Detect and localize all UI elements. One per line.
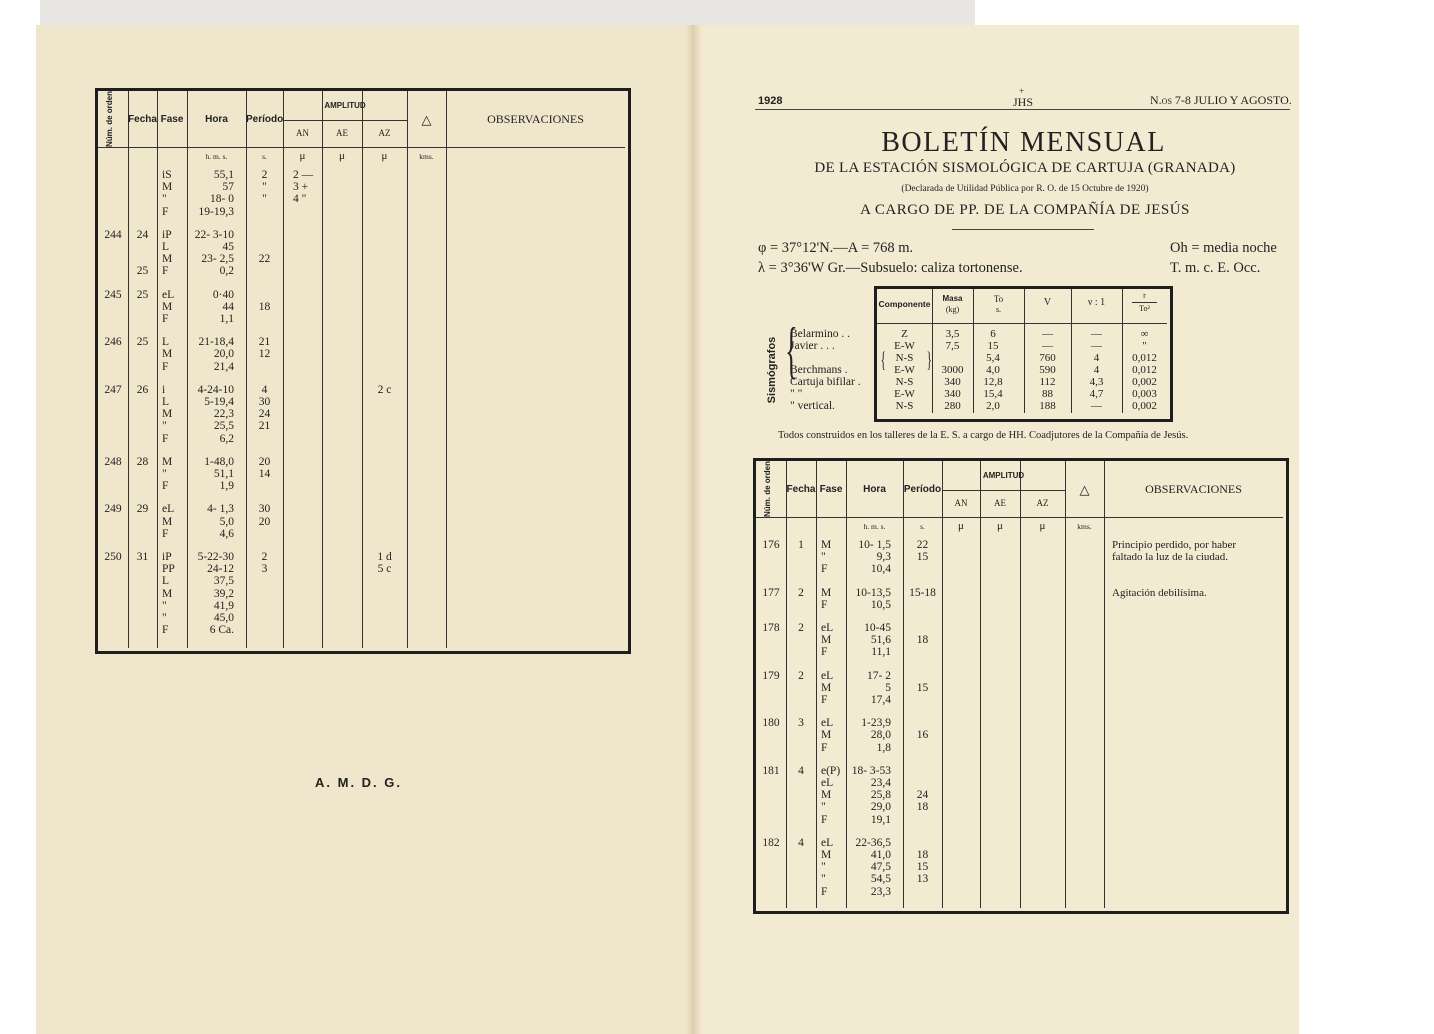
instrument-componente: N-S: [895, 376, 914, 388]
instrument-header-v: V: [1043, 297, 1052, 308]
amplitud-divider: [283, 120, 407, 121]
cell-fase: e(P) eL M " F: [821, 764, 841, 826]
unit-hms: h. m. s.: [863, 522, 886, 531]
cargo-line: A CARGO DE PP. DE LA COMPAÑÍA DE JESÚS: [860, 202, 1190, 218]
cell-fecha: 1: [798, 539, 804, 551]
instrument-r: 0,002: [1132, 400, 1157, 412]
cell-hora: 55,1 57 18- 0 19-19,3: [198, 169, 234, 218]
instrument-masa: 280: [944, 400, 961, 412]
column-header-observaciones: OBSERVACIONES: [1145, 482, 1242, 496]
amplitud-divider: [942, 490, 1065, 491]
instrument-componente: N-S: [895, 400, 914, 412]
instrument-to: 2,0: [986, 400, 1000, 412]
fraction-bar: [1132, 302, 1157, 303]
instrument-vr: 4: [1093, 352, 1100, 364]
instrument-to: 15,4: [983, 388, 1003, 400]
cell-periodo: 4 30 24 21: [258, 383, 271, 433]
column-divider: [1104, 461, 1105, 908]
title-rule: [952, 229, 1094, 230]
cell-fecha: 2: [798, 586, 804, 599]
unit-micron: μ: [299, 150, 306, 162]
header-rule: [98, 147, 625, 148]
cell-periodo: 2 " ": [261, 169, 268, 206]
unit-hms: h. m. s.: [205, 152, 228, 161]
scanner-strip: [40, 0, 975, 28]
cell-fecha: 3: [798, 717, 804, 730]
cell-periodo: 22 15: [916, 539, 929, 564]
cell-fase: M F: [821, 586, 832, 611]
cell-fecha: 25: [136, 288, 149, 301]
instrument-masa: 340: [944, 388, 961, 400]
cell-fecha: 4: [798, 764, 804, 777]
instrument-header-vr: ν : 1: [1087, 297, 1106, 308]
cell-fecha: 26: [136, 383, 149, 396]
column-divider: [407, 91, 408, 648]
cell-periodo: 30 20: [258, 503, 271, 528]
unit-micron: μ: [958, 520, 964, 532]
instrument-r: 0,003: [1132, 388, 1157, 400]
cell-fase: eL M F: [821, 669, 834, 706]
cell-fecha: 28: [136, 455, 149, 468]
instrument-header-masa: Masa: [942, 294, 963, 303]
cell-periodo: 22: [258, 253, 271, 266]
instrument-vr: —: [1091, 340, 1102, 352]
cell-hora: 22- 3-10 45 23- 2,5 0,2: [194, 228, 234, 278]
cell-fase: i L M " F: [162, 383, 173, 445]
instrument-componente: E-W: [894, 340, 915, 352]
construction-note: Todos construidos en los talleres de la E. S. a cargo de HH. Coadjutores de la Compañía de Jesús.: [778, 430, 1189, 441]
cell-hora: 1-48,0 51,1 1,9: [204, 455, 234, 493]
instrument-to: 15: [987, 340, 999, 352]
instrument-v: 112: [1039, 376, 1056, 388]
unit-seconds: s.: [920, 522, 925, 531]
cell-hora: 10-13,5 10,5: [855, 586, 891, 611]
instrument-vr: 4,3: [1089, 376, 1104, 388]
instrument-name: Belarmino . .: [790, 328, 851, 340]
column-header-az: AZ: [1036, 498, 1049, 508]
instrument-to: 4,0: [986, 364, 1000, 376]
instrument-v: —: [1042, 328, 1053, 340]
column-header-an: AN: [954, 498, 968, 508]
instrument-header-rule: [877, 323, 1167, 324]
column-divider: [283, 91, 284, 648]
cell-num: 247: [104, 383, 122, 396]
instrument-header-componente: Componente: [878, 299, 931, 309]
cell-periodo: 18 15 13: [916, 849, 929, 886]
issue-label: N.os 7-8 JULIO Y AGOSTO.: [1150, 93, 1292, 107]
cell-az: 1 d 5 c: [377, 551, 392, 576]
column-divider: [322, 91, 323, 648]
page-title: BOLETÍN MENSUAL: [881, 127, 1166, 158]
cell-fase: M " F: [821, 539, 832, 576]
cell-hora: 18- 3-53 23,4 25,8 29,0 19,1: [851, 764, 891, 826]
cell-periodo: 20 14: [258, 455, 271, 480]
cell-fase: iP PP L M " " F: [162, 551, 175, 637]
cell-fase: iP L M F: [162, 228, 173, 278]
instrument-r: 0,002: [1132, 376, 1157, 388]
cell-num: 249: [104, 503, 122, 516]
instrument-to: 12,8: [983, 376, 1003, 388]
instrument-vr: 4: [1093, 364, 1100, 376]
instrument-componente: E-W: [894, 388, 915, 400]
instrument-name: " vertical.: [790, 400, 835, 412]
cell-fecha: 2: [798, 622, 804, 634]
cell-fecha: 2: [798, 669, 804, 682]
cell-fase: eL M F: [162, 503, 175, 540]
cell-fase: eL M F: [821, 622, 834, 659]
cell-hora: 10- 1,5 9,3 10,4: [858, 539, 891, 576]
instrument-v: 88: [1042, 388, 1053, 400]
column-header-az: AZ: [378, 128, 391, 138]
cell-num: 178: [762, 622, 780, 634]
year-label: 1928: [758, 95, 783, 107]
cell-hora: 21-18,4 20,0 21,4: [198, 336, 234, 373]
cell-num: 177: [762, 586, 780, 599]
cell-num: 179: [762, 669, 780, 682]
instrument-r: ∞: [1140, 328, 1149, 340]
cell-fase: eL M F: [162, 288, 175, 325]
cell-periodo: 21 12: [258, 336, 271, 361]
unit-micron: μ: [1039, 520, 1046, 532]
column-header-ae: AE: [994, 498, 1006, 508]
cell-fecha: 24 25: [136, 228, 149, 278]
page-subtitle: DE LA ESTACIÓN SISMOLÓGICA DE CARTUJA (GRANADA): [814, 160, 1236, 176]
instrument-masa: 340: [944, 376, 961, 388]
coordinates-line-2: λ = 3°36'W Gr.—Subsuelo: caliza tortonense.: [758, 260, 1023, 276]
cell-num: 176: [762, 539, 780, 551]
cell-fecha: 4: [798, 836, 804, 849]
cell-fecha: 25: [136, 336, 149, 349]
cell-hora: 4- 1,3 5,0 4,6: [207, 503, 234, 540]
instrument-header-r-den: To²: [1139, 304, 1150, 313]
cell-fecha: 29: [136, 503, 149, 516]
column-header-an: AN: [296, 128, 309, 138]
column-header-num: Núm. de orden: [105, 91, 114, 148]
cell-num: 245: [104, 288, 122, 301]
column-header-periodo: Período: [903, 484, 942, 495]
header-rule: [756, 517, 1283, 518]
column-header-fase: Fase: [819, 484, 843, 495]
instrument-v: 760: [1039, 352, 1056, 364]
cell-periodo: 18: [258, 300, 271, 313]
cell-num: 250: [104, 551, 122, 563]
instrument-header-to: To: [993, 294, 1004, 304]
time-note-1: Oh = media noche: [1170, 240, 1277, 256]
instrument-name: Javier . . .: [790, 340, 835, 352]
instrument-name: Berchmans .: [790, 364, 848, 376]
instrument-header-masa-unit: (kg): [945, 305, 960, 314]
cell-periodo: 15: [916, 681, 929, 694]
column-header-amplitud: AMPLITUD: [324, 101, 366, 110]
instrument-componente: N-S: [895, 352, 914, 364]
cell-observaciones: Principio perdido, por haber faltado la luz de la ciudad.: [1112, 539, 1237, 564]
cell-fase: eL M F: [821, 717, 834, 754]
cell-periodo: 2 3: [261, 551, 268, 576]
cell-num: 244: [104, 228, 122, 241]
cell-hora: 4-24-10 5-19,4 22,3 25,5 6,2: [197, 383, 234, 445]
column-header-ae: AE: [336, 128, 348, 138]
cell-observaciones: Agitación debilísima.: [1112, 586, 1207, 599]
cell-hora: 0·40 44 1,1: [212, 288, 234, 325]
cell-an: 2 — 3 + 4 ": [293, 169, 314, 206]
column-header-num: Núm. de orden: [763, 461, 772, 518]
column-divider: [157, 91, 158, 648]
instrument-r: ": [1142, 340, 1147, 352]
unit-kms: kms.: [1077, 522, 1092, 531]
unit-kms: kms.: [419, 152, 434, 161]
instrument-v: —: [1042, 340, 1053, 352]
unit-micron: μ: [381, 150, 388, 162]
cell-az: 2 c: [377, 383, 392, 396]
coordinates-line-1: φ = 37°12'N.—A = 768 m.: [758, 240, 914, 256]
instrument-to: 5,4: [986, 352, 1000, 364]
instrument-header-to-unit: s.: [995, 305, 1002, 314]
cell-hora: 22-36,5 41,0 47,5 54,5 23,3: [855, 836, 891, 898]
instrument-v: 590: [1039, 364, 1056, 376]
column-header-fase: Fase: [160, 114, 184, 125]
cell-fase: iS M " F: [162, 169, 173, 218]
column-divider: [128, 91, 129, 648]
instrument-componente: Z: [901, 328, 908, 340]
instrument-name: Cartuja bifilar .: [790, 376, 861, 388]
book-gutter: [686, 25, 702, 1034]
column-header-periodo: Período: [246, 114, 284, 125]
unit-micron: μ: [339, 150, 345, 162]
instrument-v: 188: [1039, 400, 1056, 412]
sismografos-label: Sismógrafos: [766, 336, 778, 404]
brace-right-berchmans: }: [926, 347, 932, 372]
instrument-name: " ": [790, 388, 803, 400]
header-rule: [755, 109, 1290, 110]
cell-fase: M " F: [162, 455, 173, 493]
cell-num: 181: [762, 764, 780, 777]
column-header-observaciones: OBSERVACIONES: [487, 112, 584, 126]
cell-hora: 17- 2 5 17,4: [867, 669, 891, 706]
brace-sismografos: {: [785, 314, 798, 385]
column-header-hora: Hora: [863, 484, 886, 495]
instrument-masa: 3000: [941, 364, 964, 376]
unit-micron: μ: [997, 520, 1003, 532]
declared-note: (Declarada de Utilidad Pública por R. O. de 15 Octubre de 1920): [901, 184, 1149, 194]
brace-left-berchmans: {: [880, 347, 886, 372]
column-header-fecha: Fecha: [128, 114, 157, 125]
cell-fecha: 31: [136, 551, 149, 563]
cell-periodo: 15-18: [909, 586, 936, 599]
cell-hora: 10-45 51,6 11,1: [864, 622, 891, 659]
cell-hora: 5-22-30 24-12 37,5 39,2 41,9 45,0 6 Ca.: [197, 551, 234, 637]
cell-num: 182: [762, 836, 780, 849]
unit-seconds: s.: [262, 152, 267, 161]
instrument-componente: E-W: [894, 364, 915, 376]
cell-num: 246: [104, 336, 122, 349]
jhs-label: JHS: [1013, 95, 1034, 109]
instrument-header-r: r: [1143, 291, 1146, 300]
cross-icon: +: [1019, 86, 1025, 96]
cell-fase: L M F: [162, 336, 173, 373]
column-header-delta: △: [421, 112, 432, 127]
instrument-vr: —: [1091, 328, 1102, 340]
instrument-r: 0,012: [1132, 364, 1157, 376]
column-divider: [446, 91, 447, 648]
instrument-masa: 7,5: [945, 340, 960, 352]
cell-fase: eL M " " F: [821, 836, 834, 898]
cell-periodo: 16: [916, 729, 929, 742]
instrument-vr: 4,7: [1089, 388, 1104, 400]
instrument-to: 6: [990, 328, 996, 340]
column-header-hora: Hora: [205, 114, 228, 125]
instrument-vr: —: [1091, 400, 1102, 412]
cell-num: 248: [104, 455, 122, 468]
column-divider: [816, 461, 817, 908]
cell-periodo: 18: [916, 634, 929, 647]
cell-periodo: 24 18: [916, 789, 929, 814]
column-header-fecha: Fecha: [786, 484, 816, 495]
instrument-r: 0,012: [1132, 352, 1157, 364]
cell-hora: 1-23,9 28,0 1,8: [861, 717, 891, 754]
instrument-masa: 3,5: [945, 328, 960, 340]
time-note-2: T. m. c. E. Occ.: [1170, 260, 1261, 276]
column-header-amplitud: AMPLITUD: [982, 471, 1025, 480]
footer-amdg: A. M. D. G.: [315, 775, 402, 790]
cell-num: 180: [762, 717, 780, 730]
column-header-delta: △: [1079, 482, 1090, 497]
